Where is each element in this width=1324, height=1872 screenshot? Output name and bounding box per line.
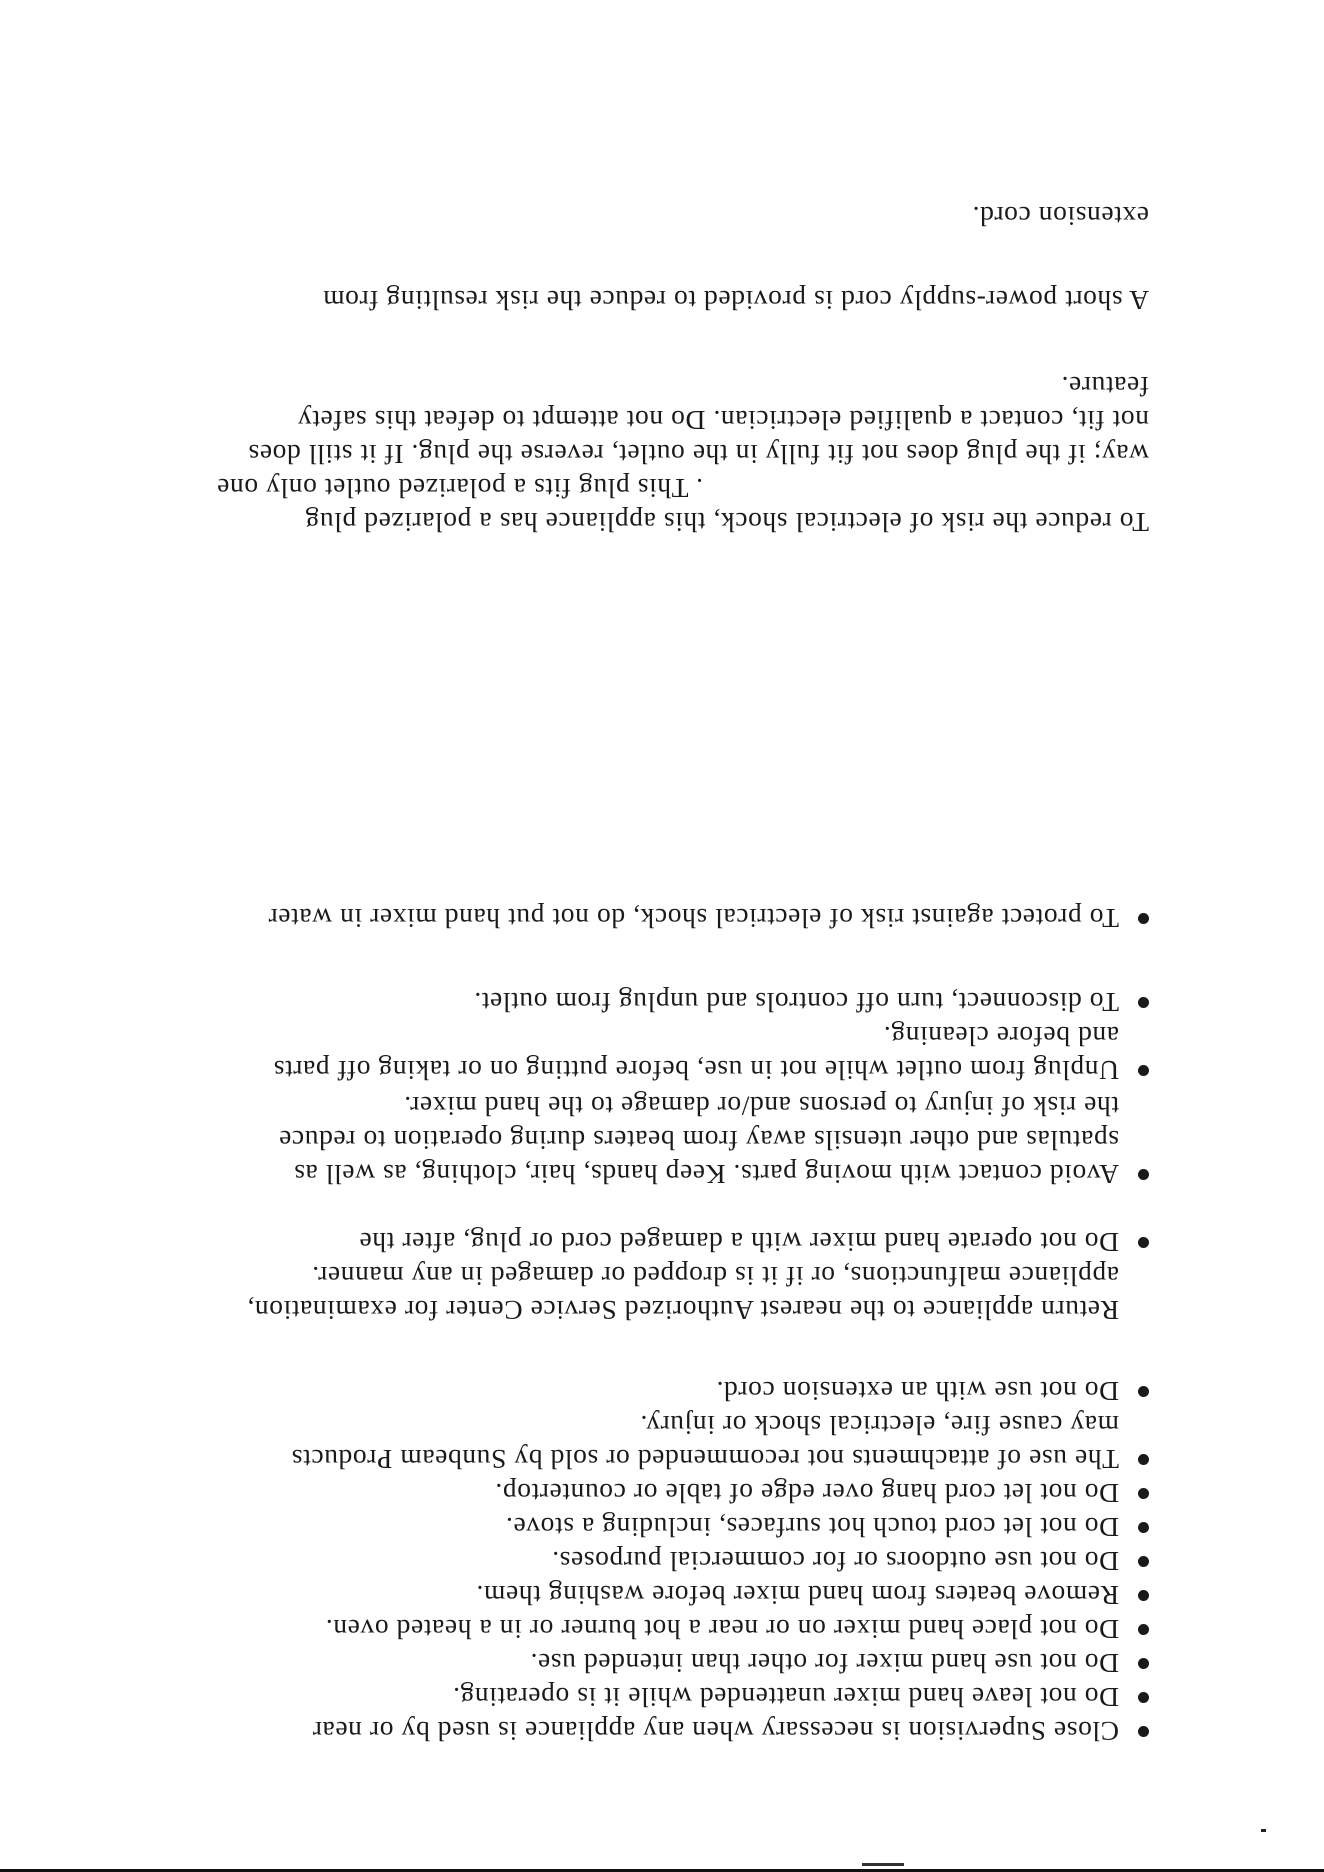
list-item-line: Return appliance to the nearest Authorized Service Center for examination, (246, 1295, 1119, 1326)
list-item-line: Do not place hand mixer on or near a hot burner or in a heated oven. (325, 1614, 1119, 1645)
list-item-line: Do not use with an extension cord. (715, 1376, 1119, 1407)
bullet-icon (1138, 1522, 1149, 1533)
list-item-line: the risk of injury to persons and/or damage to the hand mixer. (403, 1091, 1119, 1122)
scan-mark (1261, 1829, 1266, 1832)
list-item-line: To disconnect, turn off controls and unplug from outlet. (473, 987, 1119, 1018)
paragraph-line: not fit, contact a qualified electrician. Do not attempt to defeat this safety (297, 405, 1149, 436)
paragraph-line: . This plug fits a polarized outlet only one (216, 473, 703, 504)
list-item-line: Do not let cord touch hot surfaces, including a stove. (505, 1512, 1119, 1543)
list-item-line: The use of attachments not recommended or sold by Sunbeam Products (291, 1444, 1119, 1475)
paragraph-line: way; if the plug does not fit fully in the outlet, reverse the plug. If it still does (247, 439, 1149, 470)
bullet-icon (1138, 1454, 1149, 1465)
paragraph-line: extension cord. (971, 201, 1149, 232)
bullet-icon (1138, 1726, 1149, 1737)
list-item-line: To protect against risk of electrical shock, do not put hand mixer in water (267, 903, 1119, 934)
bullet-icon (1138, 1556, 1149, 1567)
list-item-line: Do not let cord hang over edge of table or countertop. (494, 1478, 1119, 1509)
bullet-icon (1138, 1692, 1149, 1703)
paragraph-line: A short power-supply cord is provided to reduce the risk resulting from (322, 285, 1149, 316)
scan-mark (862, 1863, 904, 1866)
bullet-icon (1138, 1237, 1149, 1248)
bullet-icon (1138, 1624, 1149, 1635)
list-item-line: Do not leave hand mixer unattended while it is operating. (452, 1682, 1119, 1713)
list-item-line: Avoid contact with moving parts. Keep hands, hair, clothing, as well as (293, 1159, 1119, 1190)
list-item-line: spatulas and other utensils away from beaters during operation to reduce (278, 1125, 1119, 1156)
list-item-line: Remove beaters from hand mixer before washing them. (475, 1580, 1119, 1611)
list-item-line: Close Supervision is necessary when any appliance is used by or near (312, 1716, 1119, 1747)
list-item-line: Do not use outdoors or for commercial purposes. (551, 1546, 1119, 1577)
bullet-icon (1138, 1590, 1149, 1601)
bullet-icon (1138, 1169, 1149, 1180)
list-item-line: and before cleaning. (883, 1021, 1119, 1052)
bullet-icon (1138, 1658, 1149, 1669)
list-item-line: appliance malfunctions, or if it is dropped or damaged in any manner. (311, 1261, 1119, 1292)
list-item-line: Do not use hand mixer for other than intended use. (529, 1648, 1119, 1679)
paragraph-line: feature. (1061, 371, 1149, 402)
bullet-icon (1138, 913, 1149, 924)
list-item-line: Unplug from outlet while not in use, before putting on or taking off parts (273, 1055, 1119, 1086)
bullet-icon (1138, 1065, 1149, 1076)
list-item-line: Do not operate hand mixer with a damaged cord or plug, after the (358, 1227, 1119, 1258)
paragraph-line: To reduce the risk of electrical shock, this appliance has a polarized plug (304, 507, 1149, 538)
bullet-icon (1138, 997, 1149, 1008)
bullet-icon (1138, 1488, 1149, 1499)
bullet-icon (1138, 1386, 1149, 1397)
list-item-line: may cause fire, electrical shock or injury. (639, 1410, 1119, 1441)
